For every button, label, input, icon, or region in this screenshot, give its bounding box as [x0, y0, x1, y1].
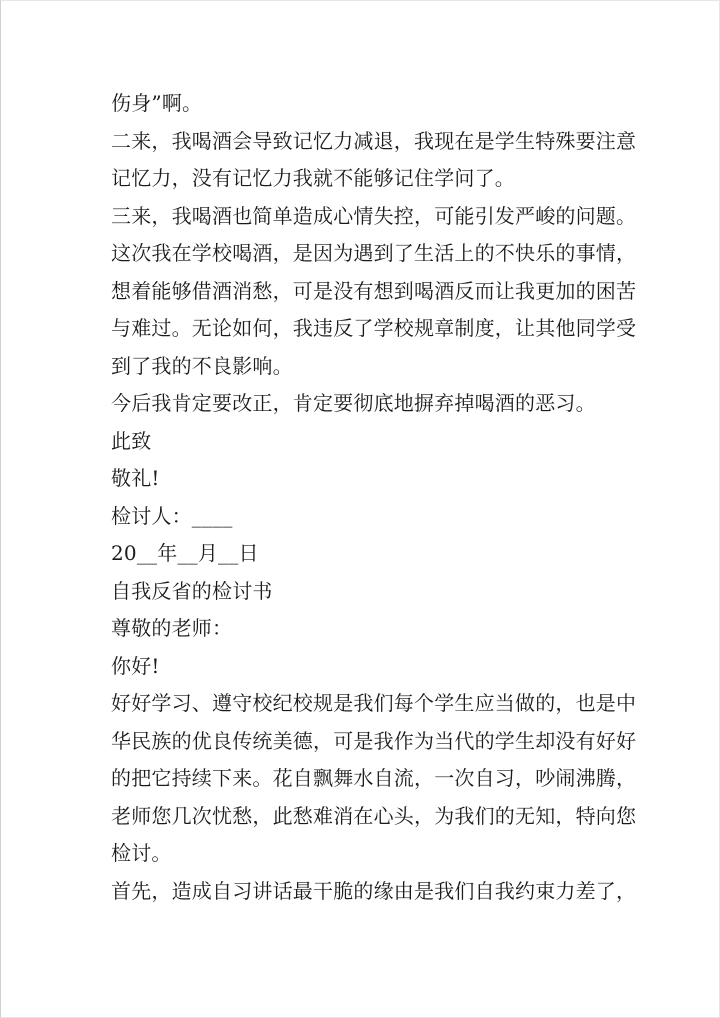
text-line: 这次我在学校喝酒，是因为遇到了生活上的不快乐的事情， [111, 241, 637, 265]
date-line: 20__年__月__日 [111, 541, 259, 565]
text-line: 二来，我喝酒会导致记忆力减退，我现在是学生特殊要注意 [111, 128, 637, 153]
text-line: 伤身”啊。 [111, 91, 203, 115]
signature-line: 检讨人：____ [111, 503, 233, 528]
greeting-line: 你好! [111, 653, 160, 678]
document-body [111, 85, 637, 910]
greeting-line: 尊敬的老师： [111, 616, 233, 640]
text-line: 好好学习、遵守校纪校规是我们每个学生应当做的，也是中 [111, 691, 637, 715]
section-title: 自我反省的检讨书 [111, 578, 273, 603]
text-line: 记忆力，没有记忆力我就不能够记住学问了。 [111, 166, 515, 190]
text-line: 华民族的优良传统美德，可是我作为当代的学生却没有好好 [111, 728, 637, 753]
text-line: 老师您几次忧愁，此愁难消在心头，为我们的无知，特向您 [111, 803, 637, 828]
text-line: 今后我肯定要改正，肯定要彻底地摒弃掉喝酒的恶习。 [111, 391, 596, 415]
text-line: 到了我的不良影响。 [111, 353, 293, 378]
text-line: 三来，我喝酒也简单造成心情失控，可能引发严峻的问题。 [111, 203, 637, 228]
text-line: 检讨。 [111, 841, 172, 865]
text-line: 的把它持续下来。花自飘舞水自流，一次自习，吵闹沸腾， [111, 766, 637, 790]
closing-salutation: 此致 [111, 428, 152, 453]
text-line: 与难过。无论如何，我违反了学校规章制度，让其他同学受 [111, 316, 637, 340]
text-line: 首先，造成自习讲话最干脆的缘由是我们自我约束力差了， [111, 878, 637, 903]
text-line: 想着能够借酒消愁，可是没有想到喝酒反而让我更加的困苦 [111, 278, 637, 303]
closing-regards: 敬礼! [111, 466, 160, 490]
